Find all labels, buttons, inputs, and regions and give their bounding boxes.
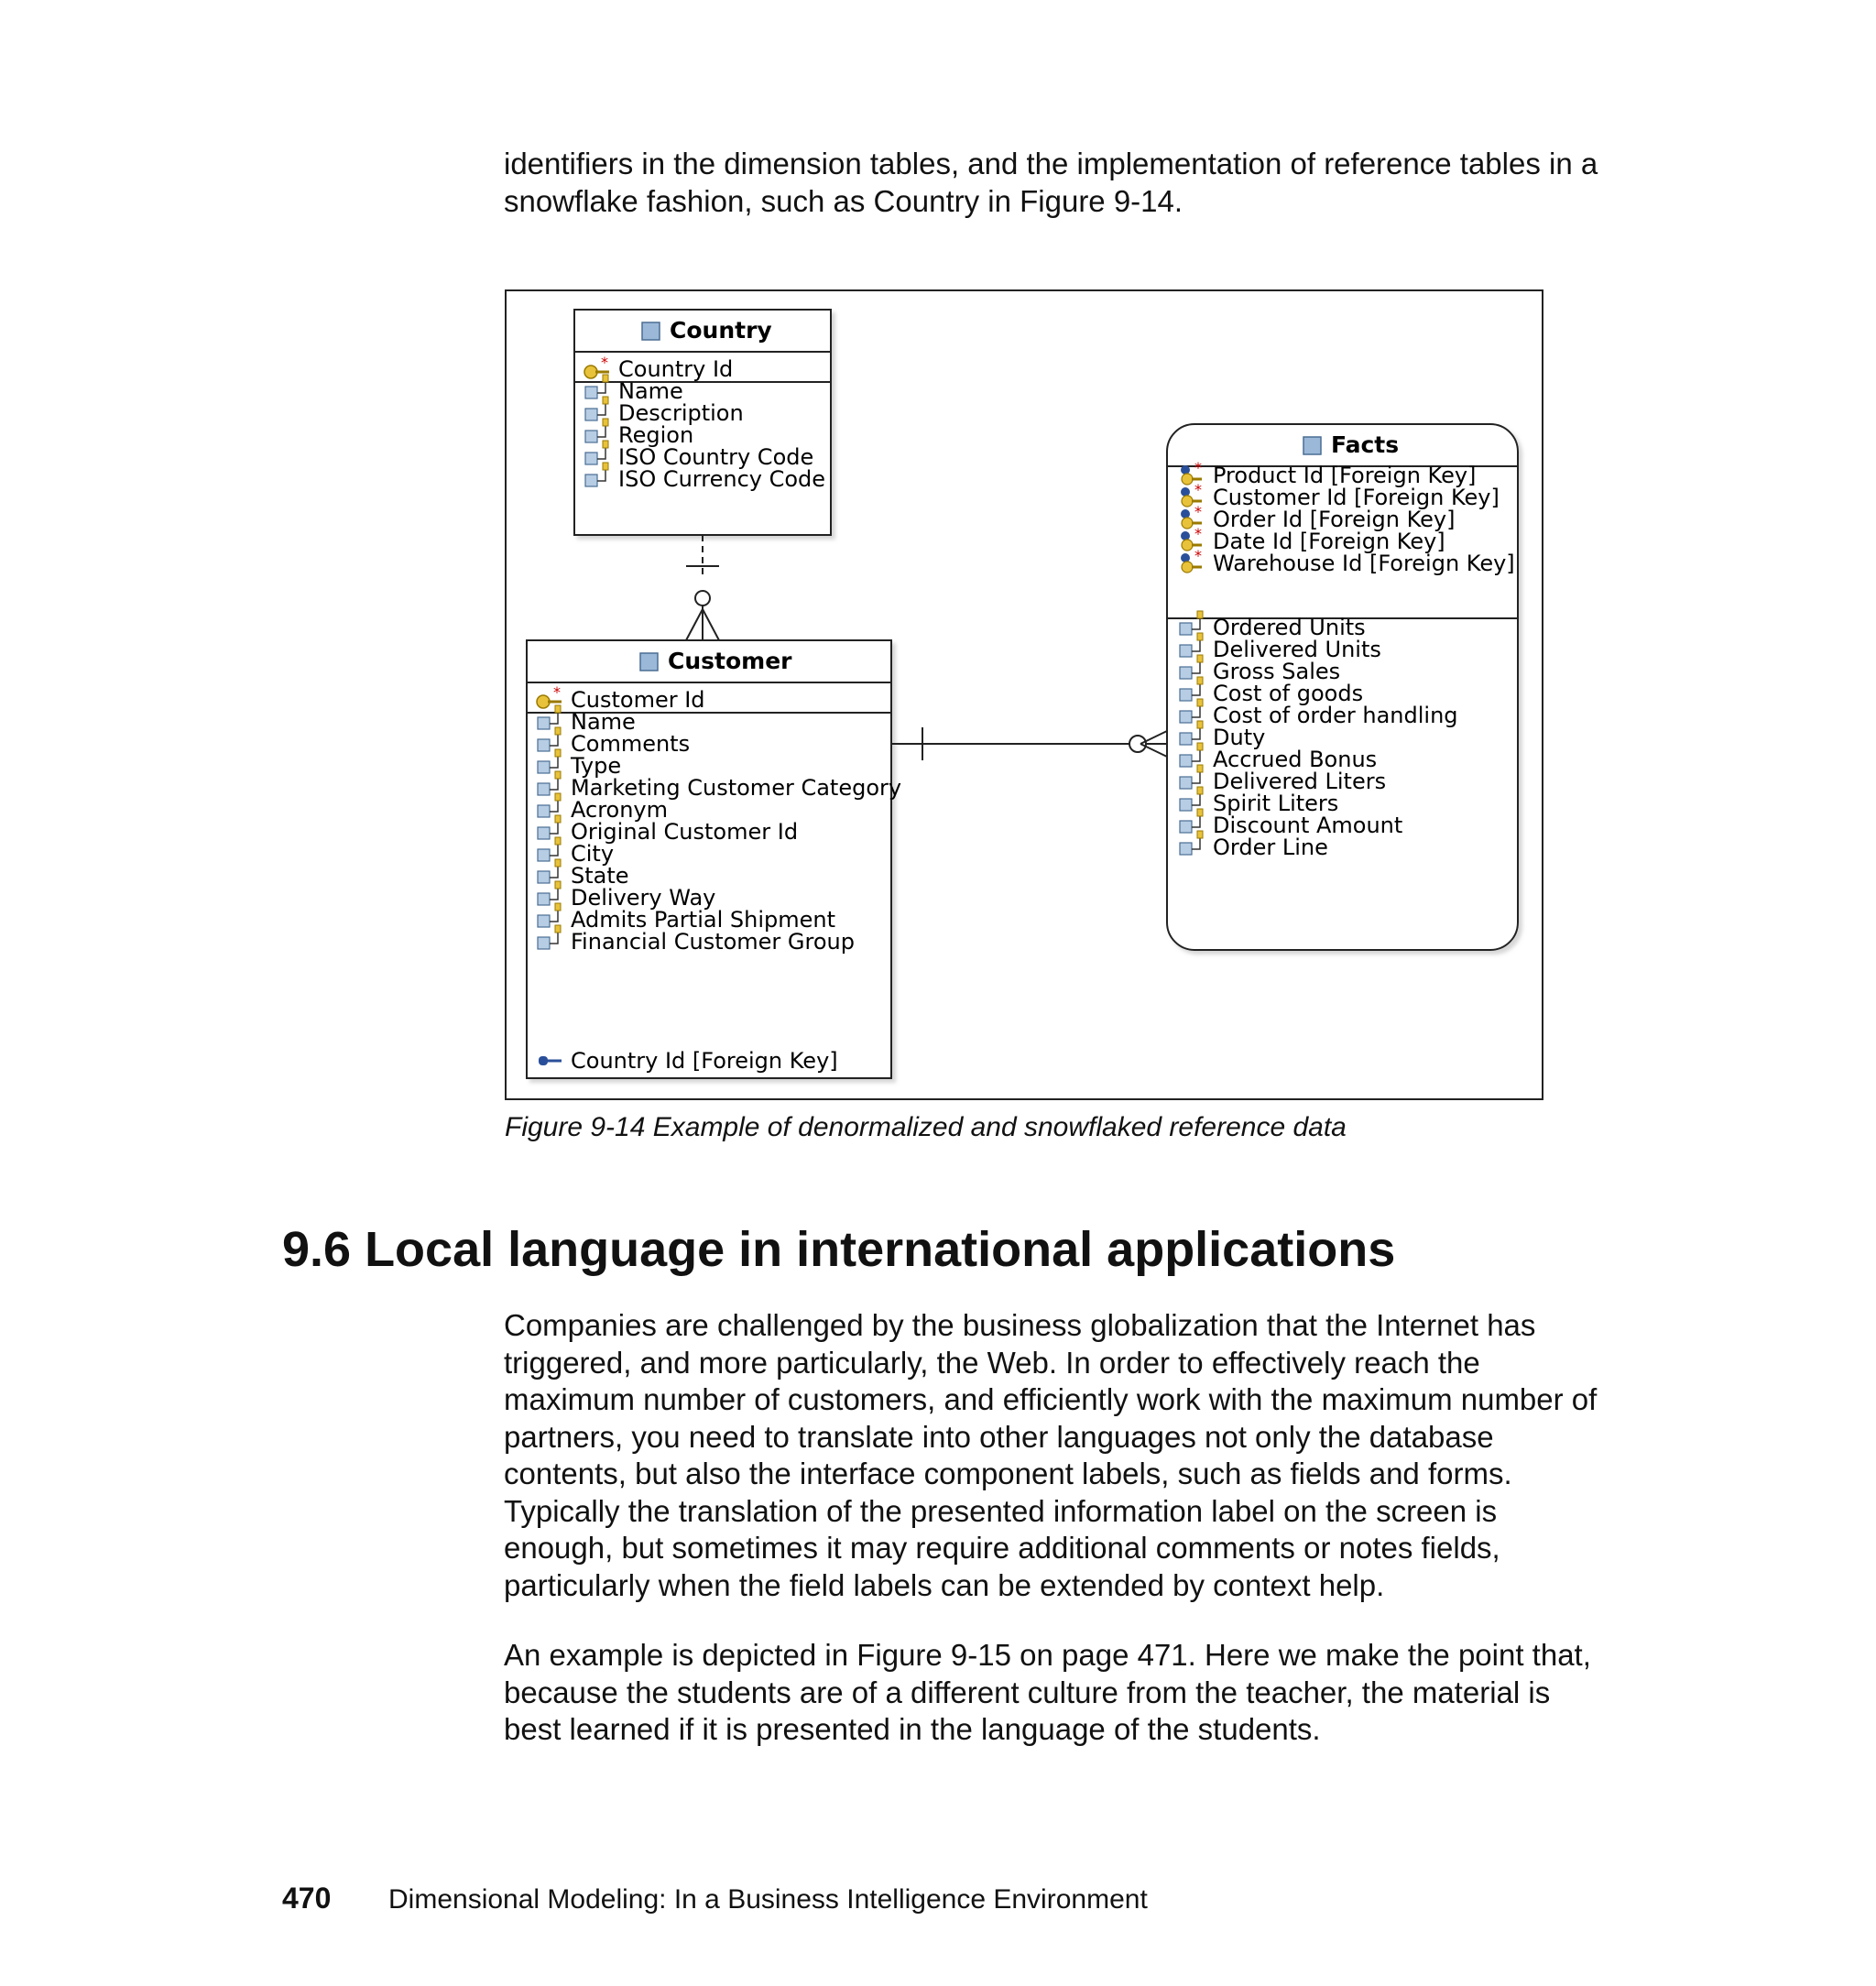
svg-text:*: * (1194, 547, 1202, 564)
customer-attribute: Delivery Way (571, 885, 716, 911)
customer-attribute: State (571, 863, 629, 889)
svg-text:*: * (1194, 503, 1202, 520)
customer-attribute: Marketing Customer Category (571, 775, 902, 801)
customer-attribute: Acronym (571, 797, 669, 823)
svg-text:*: * (1194, 481, 1202, 498)
country-title: Country (670, 317, 772, 344)
facts-measure: Gross Sales (1213, 659, 1341, 684)
table-icon (642, 322, 660, 340)
customer-attribute: Financial Customer Group (571, 929, 855, 955)
figure-caption: Figure 9-14 Example of denormalized and snowflaked reference data (505, 1112, 1347, 1142)
customer-attribute: Admits Partial Shipment (571, 907, 835, 933)
facts-measure: Delivered Liters (1213, 769, 1387, 794)
facts-measure: Order Line (1213, 835, 1328, 860)
country-attribute: Region (618, 422, 694, 448)
relationship-customer-facts (891, 727, 1167, 760)
page-number: 470 (282, 1882, 332, 1915)
customer-attribute: Comments (571, 731, 691, 757)
svg-text:*: * (601, 354, 608, 371)
section-heading: 9.6 Local language in international applications (282, 1222, 1396, 1277)
country-attribute: Name (618, 378, 683, 404)
customer-entity (527, 640, 901, 1078)
er-diagram (507, 291, 1542, 1098)
facts-foreign-key: Customer Id [Foreign Key] (1213, 485, 1500, 510)
facts-measure: Accrued Bonus (1213, 747, 1378, 772)
footer-book-title: Dimensional Modeling: In a Business Intelligence Environment (388, 1884, 1148, 1915)
country-key: Country Id (618, 356, 734, 382)
table-icon (1303, 437, 1321, 454)
svg-text:*: * (1194, 459, 1202, 476)
country-attribute: ISO Currency Code (618, 466, 826, 492)
facts-measure: Cost of order handling (1213, 703, 1458, 728)
customer-attribute: Original Customer Id (571, 819, 799, 845)
facts-measure: Ordered Units (1213, 615, 1366, 640)
customer-attribute: Name (571, 709, 636, 735)
intro-paragraph: identifiers in the dimension tables, and the implementation of reference tables in a snowflake fashion, such as Country in Figure 9-14. (504, 147, 1598, 218)
customer-title: Customer (668, 648, 792, 674)
facts-measure: Discount Amount (1213, 813, 1403, 838)
facts-title: Facts (1331, 431, 1400, 458)
customer-key: Customer Id (571, 687, 705, 713)
country-entity (574, 310, 831, 535)
facts-foreign-key: Order Id [Foreign Key] (1213, 507, 1456, 532)
facts-foreign-key: Date Id [Foreign Key] (1213, 529, 1445, 554)
facts-measure: Delivered Units (1213, 637, 1381, 662)
table-icon (640, 653, 658, 671)
country-attribute: Description (618, 400, 744, 426)
facts-entity (1167, 424, 1518, 950)
customer-attribute: Type (571, 753, 622, 779)
customer-attribute: City (571, 841, 615, 867)
facts-measure: Spirit Liters (1213, 791, 1339, 816)
country-attribute: ISO Country Code (618, 444, 814, 470)
facts-foreign-key: Product Id [Foreign Key] (1213, 463, 1477, 488)
facts-foreign-key: Warehouse Id [Foreign Key] (1213, 551, 1515, 576)
svg-text:*: * (553, 683, 561, 701)
svg-text:*: * (1194, 525, 1202, 542)
body-paragraph: Companies are challenged by the business globalization that the Internet has triggered, and more particularly, the Web. In order to effectively reach the maximum number of customers, and efficiently work with the maximum number of partners, you need to translate into other languages not only the database contents, but also the interface component labels, such as fields and forms. Typically the translation of the presented information label on the screen is enough, but sometimes it may require additional comments or notes fields, particularly when the field labels can be extended by context help. (504, 1308, 1598, 1602)
customer-foreign-key: Country Id [Foreign Key] (571, 1048, 838, 1074)
facts-measure: Duty (1213, 725, 1266, 750)
er-diagram-figure (505, 289, 1543, 1100)
facts-measure: Cost of goods (1213, 681, 1364, 706)
relationship-country-customer (686, 535, 719, 640)
body-paragraph: An example is depicted in Figure 9-15 on page 471. Here we make the point that, because the students are of a different culture from the teacher, the material is best learned if it is presented in the language of the students. (504, 1638, 1591, 1746)
